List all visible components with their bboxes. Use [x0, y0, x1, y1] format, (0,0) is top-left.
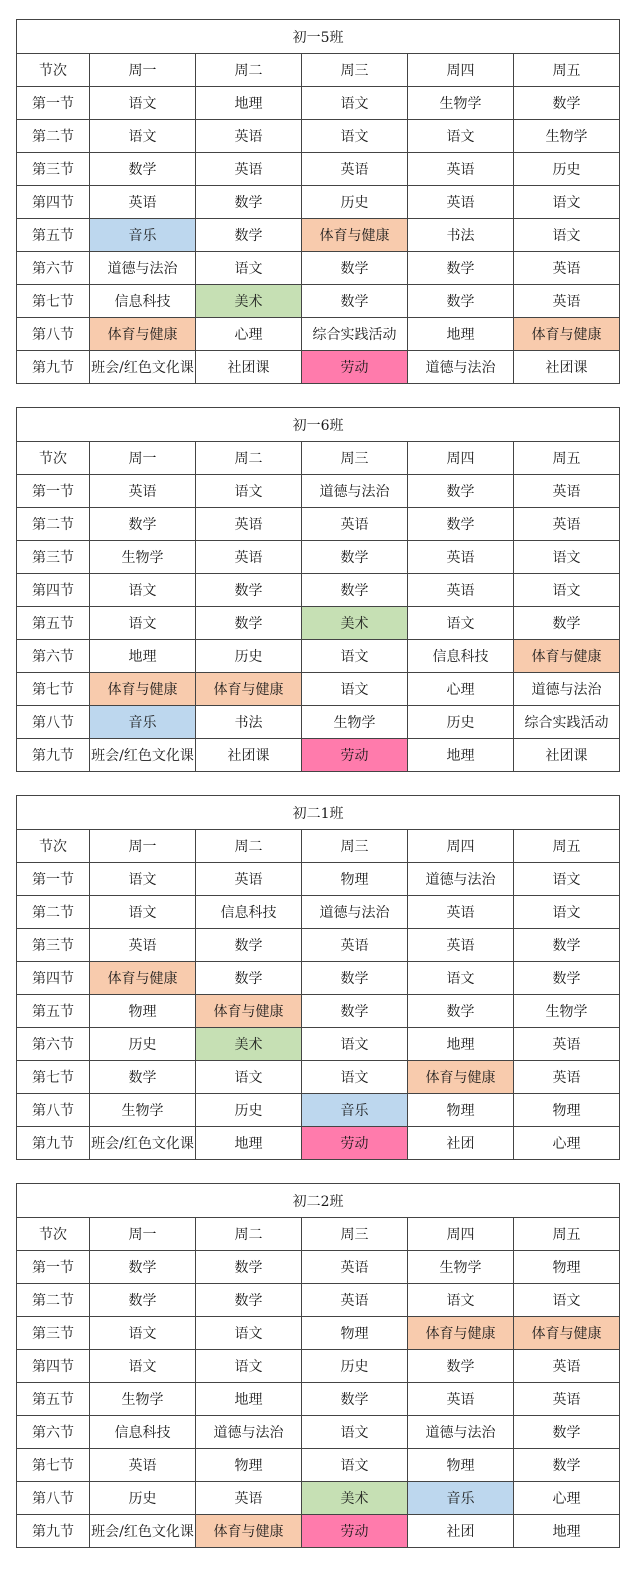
period-label: 第一节 [17, 475, 90, 508]
subject-cell: 语文 [408, 607, 514, 640]
subject-cell: 英语 [90, 186, 196, 219]
column-header: 周四 [408, 1218, 514, 1251]
period-row [17, 1127, 620, 1160]
column-header: 周二 [196, 54, 302, 87]
subject-cell: 英语 [408, 574, 514, 607]
subject-cell: 音乐 [90, 219, 196, 252]
subject-cell: 数学 [196, 219, 302, 252]
title-row [17, 796, 620, 830]
subject-cell: 数学 [408, 995, 514, 1028]
timetable [16, 407, 620, 772]
subject-cell: 道德与法治 [90, 252, 196, 285]
subject-cell: 数学 [514, 929, 620, 962]
column-header: 周五 [514, 830, 620, 863]
subject-cell: 数学 [90, 1251, 196, 1284]
subject-cell: 生物学 [90, 541, 196, 574]
period-row [17, 607, 620, 640]
subject-cell: 数学 [90, 153, 196, 186]
subject-cell: 劳动 [302, 1127, 408, 1160]
subject-cell: 物理 [514, 1094, 620, 1127]
subject-cell: 英语 [514, 285, 620, 318]
period-label: 第五节 [17, 607, 90, 640]
subject-cell: 体育与健康 [514, 640, 620, 673]
subject-cell: 体育与健康 [196, 673, 302, 706]
period-label: 第六节 [17, 1028, 90, 1061]
subject-cell: 地理 [196, 87, 302, 120]
subject-cell: 道德与法治 [408, 351, 514, 384]
period-label: 第五节 [17, 995, 90, 1028]
subject-cell: 语文 [90, 87, 196, 120]
subject-cell: 历史 [302, 186, 408, 219]
subject-cell: 数学 [302, 541, 408, 574]
subject-cell: 班会/红色文化课 [90, 351, 196, 384]
column-header: 节次 [17, 830, 90, 863]
timetable [16, 795, 620, 1160]
subject-cell: 语文 [90, 896, 196, 929]
subject-cell: 数学 [302, 252, 408, 285]
subject-cell: 英语 [408, 153, 514, 186]
subject-cell: 劳动 [302, 351, 408, 384]
subject-cell: 英语 [302, 153, 408, 186]
period-row [17, 541, 620, 574]
subject-cell: 信息科技 [90, 285, 196, 318]
period-label: 第五节 [17, 219, 90, 252]
period-row [17, 1350, 620, 1383]
subject-cell: 数学 [196, 962, 302, 995]
subject-cell: 语文 [302, 640, 408, 673]
period-row [17, 219, 620, 252]
subject-cell: 地理 [408, 739, 514, 772]
period-row [17, 1482, 620, 1515]
period-row [17, 673, 620, 706]
subject-cell: 社团 [408, 1127, 514, 1160]
class-title: 初一6班 [17, 408, 620, 442]
subject-cell: 生物学 [408, 87, 514, 120]
period-label: 第六节 [17, 640, 90, 673]
header-row [17, 830, 620, 863]
column-header: 周一 [90, 54, 196, 87]
subject-cell: 数学 [408, 1350, 514, 1383]
subject-cell: 语文 [302, 1028, 408, 1061]
subject-cell: 道德与法治 [408, 863, 514, 896]
subject-cell: 音乐 [90, 706, 196, 739]
subject-cell: 英语 [196, 1482, 302, 1515]
subject-cell: 体育与健康 [90, 962, 196, 995]
subject-cell: 英语 [196, 120, 302, 153]
period-row [17, 1317, 620, 1350]
period-label: 第四节 [17, 962, 90, 995]
subject-cell: 生物学 [90, 1383, 196, 1416]
period-row [17, 863, 620, 896]
column-header: 节次 [17, 54, 90, 87]
period-row [17, 1383, 620, 1416]
subject-cell: 历史 [90, 1028, 196, 1061]
subject-cell: 语文 [514, 896, 620, 929]
period-label: 第四节 [17, 574, 90, 607]
column-header: 周二 [196, 442, 302, 475]
subject-cell: 音乐 [408, 1482, 514, 1515]
subject-cell: 英语 [302, 1251, 408, 1284]
subject-cell: 语文 [302, 1449, 408, 1482]
period-label: 第八节 [17, 318, 90, 351]
subject-cell: 数学 [302, 1383, 408, 1416]
subject-cell: 英语 [196, 863, 302, 896]
period-label: 第二节 [17, 1284, 90, 1317]
subject-cell: 英语 [302, 1284, 408, 1317]
column-header: 周一 [90, 442, 196, 475]
subject-cell: 道德与法治 [302, 896, 408, 929]
column-header: 周一 [90, 830, 196, 863]
column-header: 周三 [302, 830, 408, 863]
subject-cell: 体育与健康 [196, 1515, 302, 1548]
subject-cell: 数学 [196, 929, 302, 962]
subject-cell: 英语 [90, 929, 196, 962]
subject-cell: 信息科技 [90, 1416, 196, 1449]
subject-cell: 数学 [90, 508, 196, 541]
subject-cell: 地理 [90, 640, 196, 673]
subject-cell: 心理 [408, 673, 514, 706]
subject-cell: 英语 [408, 541, 514, 574]
period-row [17, 1449, 620, 1482]
subject-cell: 美术 [302, 607, 408, 640]
subject-cell: 数学 [196, 574, 302, 607]
column-header: 周一 [90, 1218, 196, 1251]
subject-cell: 班会/红色文化课 [90, 739, 196, 772]
subject-cell: 英语 [408, 1383, 514, 1416]
subject-cell: 劳动 [302, 739, 408, 772]
subject-cell: 语文 [196, 1317, 302, 1350]
subject-cell: 物理 [90, 995, 196, 1028]
subject-cell: 数学 [302, 995, 408, 1028]
subject-cell: 语文 [90, 1350, 196, 1383]
subject-cell: 道德与法治 [196, 1416, 302, 1449]
period-label: 第三节 [17, 541, 90, 574]
column-header: 周二 [196, 1218, 302, 1251]
subject-cell: 语文 [302, 1061, 408, 1094]
subject-cell: 历史 [302, 1350, 408, 1383]
subject-cell: 英语 [514, 1383, 620, 1416]
subject-cell: 数学 [514, 607, 620, 640]
subject-cell: 语文 [196, 475, 302, 508]
period-row [17, 87, 620, 120]
subject-cell: 语文 [90, 863, 196, 896]
period-label: 第七节 [17, 1449, 90, 1482]
period-row [17, 1284, 620, 1317]
subject-cell: 语文 [196, 1350, 302, 1383]
subject-cell: 英语 [90, 1449, 196, 1482]
subject-cell: 数学 [302, 574, 408, 607]
subject-cell: 语文 [90, 1317, 196, 1350]
column-header: 周三 [302, 442, 408, 475]
header-row [17, 54, 620, 87]
period-label: 第三节 [17, 153, 90, 186]
period-row [17, 1061, 620, 1094]
subject-cell: 语文 [90, 607, 196, 640]
subject-cell: 英语 [408, 186, 514, 219]
header-row [17, 442, 620, 475]
subject-cell: 数学 [514, 1416, 620, 1449]
period-row [17, 1028, 620, 1061]
period-label: 第四节 [17, 1350, 90, 1383]
period-label: 第五节 [17, 1383, 90, 1416]
period-label: 第九节 [17, 1515, 90, 1548]
subject-cell: 社团课 [196, 739, 302, 772]
subject-cell: 语文 [514, 219, 620, 252]
period-label: 第七节 [17, 673, 90, 706]
subject-cell: 地理 [408, 1028, 514, 1061]
subject-cell: 英语 [196, 153, 302, 186]
subject-cell: 体育与健康 [90, 318, 196, 351]
subject-cell: 道德与法治 [408, 1416, 514, 1449]
subject-cell: 地理 [408, 318, 514, 351]
subject-cell: 数学 [408, 285, 514, 318]
subject-cell: 地理 [196, 1383, 302, 1416]
period-label: 第三节 [17, 929, 90, 962]
subject-cell: 信息科技 [196, 896, 302, 929]
period-row [17, 1251, 620, 1284]
subject-cell: 数学 [196, 186, 302, 219]
header-row [17, 1218, 620, 1251]
period-row [17, 1094, 620, 1127]
subject-cell: 数学 [302, 285, 408, 318]
subject-cell: 道德与法治 [514, 673, 620, 706]
class-title: 初一5班 [17, 20, 620, 54]
subject-cell: 英语 [514, 475, 620, 508]
subject-cell: 历史 [514, 153, 620, 186]
subject-cell: 体育与健康 [196, 995, 302, 1028]
subject-cell: 道德与法治 [302, 475, 408, 508]
title-row [17, 408, 620, 442]
subject-cell: 数学 [408, 475, 514, 508]
subject-cell: 物理 [514, 1251, 620, 1284]
column-header: 节次 [17, 1218, 90, 1251]
period-row [17, 1416, 620, 1449]
subject-cell: 语文 [90, 120, 196, 153]
period-row [17, 508, 620, 541]
subject-cell: 英语 [302, 929, 408, 962]
subject-cell: 语文 [90, 574, 196, 607]
period-label: 第六节 [17, 252, 90, 285]
period-label: 第二节 [17, 120, 90, 153]
subject-cell: 数学 [514, 962, 620, 995]
period-label: 第九节 [17, 739, 90, 772]
title-row [17, 20, 620, 54]
subject-cell: 劳动 [302, 1515, 408, 1548]
subject-cell: 心理 [196, 318, 302, 351]
period-row [17, 318, 620, 351]
timetable [16, 19, 620, 384]
subject-cell: 语文 [196, 252, 302, 285]
subject-cell: 数学 [408, 508, 514, 541]
period-row [17, 186, 620, 219]
subject-cell: 数学 [196, 607, 302, 640]
period-row [17, 739, 620, 772]
period-label: 第一节 [17, 1251, 90, 1284]
subject-cell: 语文 [302, 673, 408, 706]
subject-cell: 综合实践活动 [302, 318, 408, 351]
column-header: 周五 [514, 442, 620, 475]
period-label: 第八节 [17, 1094, 90, 1127]
column-header: 周四 [408, 830, 514, 863]
subject-cell: 地理 [514, 1515, 620, 1548]
subject-cell: 生物学 [90, 1094, 196, 1127]
subject-cell: 语文 [514, 1284, 620, 1317]
timetable [16, 1183, 620, 1548]
period-row [17, 929, 620, 962]
subject-cell: 生物学 [514, 120, 620, 153]
subject-cell: 英语 [408, 896, 514, 929]
subject-cell: 英语 [90, 475, 196, 508]
subject-cell: 生物学 [408, 1251, 514, 1284]
period-row [17, 153, 620, 186]
period-label: 第七节 [17, 1061, 90, 1094]
period-label: 第四节 [17, 186, 90, 219]
subject-cell: 信息科技 [408, 640, 514, 673]
column-header: 周三 [302, 1218, 408, 1251]
subject-cell: 美术 [196, 1028, 302, 1061]
subject-cell: 语文 [302, 87, 408, 120]
subject-cell: 英语 [196, 541, 302, 574]
subject-cell: 音乐 [302, 1094, 408, 1127]
subject-cell: 历史 [90, 1482, 196, 1515]
subject-cell: 社团课 [514, 739, 620, 772]
subject-cell: 物理 [302, 1317, 408, 1350]
subject-cell: 体育与健康 [514, 1317, 620, 1350]
subject-cell: 体育与健康 [408, 1317, 514, 1350]
period-label: 第七节 [17, 285, 90, 318]
subject-cell: 心理 [514, 1482, 620, 1515]
subject-cell: 地理 [196, 1127, 302, 1160]
subject-cell: 体育与健康 [302, 219, 408, 252]
subject-cell: 语文 [196, 1061, 302, 1094]
subject-cell: 社团课 [514, 351, 620, 384]
period-row [17, 351, 620, 384]
subject-cell: 语文 [514, 863, 620, 896]
subject-cell: 语文 [514, 574, 620, 607]
subject-cell: 语文 [514, 186, 620, 219]
period-row [17, 285, 620, 318]
period-label: 第九节 [17, 1127, 90, 1160]
period-label: 第一节 [17, 863, 90, 896]
subject-cell: 数学 [90, 1284, 196, 1317]
period-row [17, 1515, 620, 1548]
subject-cell: 社团 [408, 1515, 514, 1548]
subject-cell: 物理 [408, 1449, 514, 1482]
subject-cell: 书法 [196, 706, 302, 739]
period-label: 第九节 [17, 351, 90, 384]
period-row [17, 120, 620, 153]
class-title: 初二2班 [17, 1184, 620, 1218]
column-header: 周二 [196, 830, 302, 863]
subject-cell: 美术 [302, 1482, 408, 1515]
subject-cell: 数学 [514, 1449, 620, 1482]
subject-cell: 美术 [196, 285, 302, 318]
column-header: 周五 [514, 1218, 620, 1251]
subject-cell: 社团课 [196, 351, 302, 384]
subject-cell: 历史 [196, 640, 302, 673]
period-row [17, 475, 620, 508]
period-row [17, 896, 620, 929]
column-header: 周四 [408, 54, 514, 87]
subject-cell: 心理 [514, 1127, 620, 1160]
subject-cell: 英语 [514, 1350, 620, 1383]
subject-cell: 数学 [196, 1284, 302, 1317]
subject-cell: 语文 [302, 1416, 408, 1449]
subject-cell: 数学 [302, 962, 408, 995]
period-row [17, 706, 620, 739]
period-label: 第二节 [17, 896, 90, 929]
period-row [17, 962, 620, 995]
subject-cell: 体育与健康 [514, 318, 620, 351]
subject-cell: 综合实践活动 [514, 706, 620, 739]
period-label: 第八节 [17, 706, 90, 739]
subject-cell: 生物学 [302, 706, 408, 739]
period-row [17, 640, 620, 673]
subject-cell: 英语 [514, 1061, 620, 1094]
subject-cell: 数学 [196, 1251, 302, 1284]
subject-cell: 语文 [514, 541, 620, 574]
period-label: 第三节 [17, 1317, 90, 1350]
column-header: 节次 [17, 442, 90, 475]
title-row [17, 1184, 620, 1218]
subject-cell: 英语 [302, 508, 408, 541]
subject-cell: 数学 [408, 252, 514, 285]
subject-cell: 物理 [302, 863, 408, 896]
subject-cell: 体育与健康 [90, 673, 196, 706]
subject-cell: 历史 [408, 706, 514, 739]
column-header: 周三 [302, 54, 408, 87]
subject-cell: 班会/红色文化课 [90, 1127, 196, 1160]
subject-cell: 语文 [408, 962, 514, 995]
subject-cell: 历史 [196, 1094, 302, 1127]
subject-cell: 数学 [514, 87, 620, 120]
subject-cell: 英语 [408, 929, 514, 962]
column-header: 周四 [408, 442, 514, 475]
subject-cell: 体育与健康 [408, 1061, 514, 1094]
period-row [17, 252, 620, 285]
subject-cell: 语文 [302, 120, 408, 153]
subject-cell: 语文 [408, 120, 514, 153]
period-label: 第八节 [17, 1482, 90, 1515]
subject-cell: 英语 [514, 252, 620, 285]
subject-cell: 英语 [514, 508, 620, 541]
subject-cell: 数学 [90, 1061, 196, 1094]
subject-cell: 班会/红色文化课 [90, 1515, 196, 1548]
period-label: 第二节 [17, 508, 90, 541]
subject-cell: 英语 [196, 508, 302, 541]
subject-cell: 生物学 [514, 995, 620, 1028]
column-header: 周五 [514, 54, 620, 87]
class-title: 初二1班 [17, 796, 620, 830]
subject-cell: 书法 [408, 219, 514, 252]
subject-cell: 英语 [514, 1028, 620, 1061]
period-row [17, 995, 620, 1028]
period-label: 第六节 [17, 1416, 90, 1449]
subject-cell: 物理 [408, 1094, 514, 1127]
period-label: 第一节 [17, 87, 90, 120]
period-row [17, 574, 620, 607]
subject-cell: 语文 [408, 1284, 514, 1317]
subject-cell: 物理 [196, 1449, 302, 1482]
